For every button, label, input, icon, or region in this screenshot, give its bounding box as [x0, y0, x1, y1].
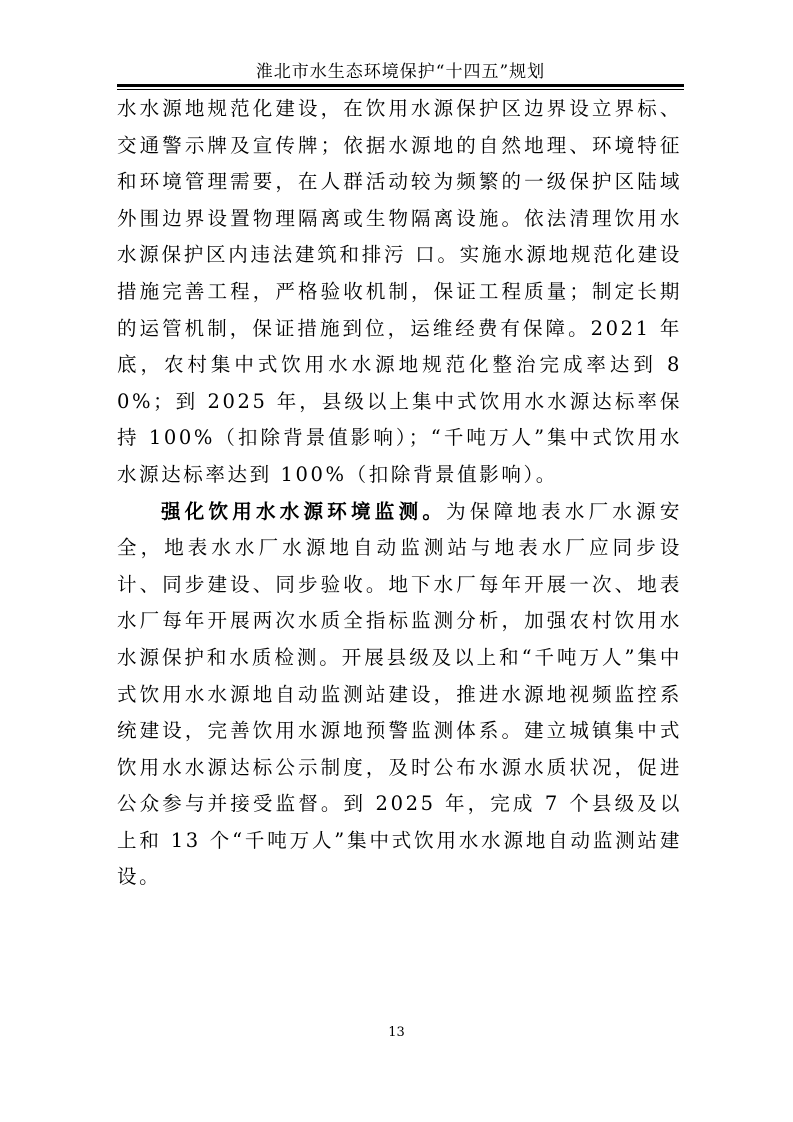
- paragraph-lead-heading: 强化饮用水水源环境监测。: [161, 499, 447, 523]
- paragraph-text: 水水源地规范化建设，在饮用水源保护区边界设立界标、交通警示牌及宣传牌；依据水源地的自然地理、环境特征和环境管理需要，在人群活动较为频繁的一级保护区陆域外围边界设置物理隔离或生物隔离设施。依法清理饮用水水源保护区内违法建筑和排污 口。实施水源地规范化建设措施完善工程，严格验收机制，保证工程质量；制定长期的运管机制，保证措施到位，运维经费有保障。2021 年底，农村集中式饮用水水源地规范化整治完成率达到 80%；到 2025 年，县级以上集中式饮用水水源达标率保持 100%（扣除背景值影响）；“千吨万人”集中式饮用水水源达标率达到 100%（扣除背景值影响）。: [117, 97, 682, 486]
- header-rule-thick: [117, 84, 684, 87]
- document-body: [117, 91, 682, 896]
- page-number: 13: [388, 1025, 405, 1040]
- page-header-title: 淮北市水生态环境保护“十四五”规划: [255, 62, 546, 82]
- paragraph-text: 为保障地表水厂水源安全，地表水水厂水源地自动监测站与地表水厂应同步设计、同步建设、同步验收。地下水厂每年开展一次、地表水厂每年开展两次水质全指标监测分析，加强农村饮用水水源保护和水质检测。开展县级及以上和“千吨万人”集中式饮用水水源地自动监测站建设，推进水源地视频监控系统建设，完善饮用水源地预警监测体系。建立城镇集中式饮用水水源达标公示制度，及时公布水源水质状况，促进公众参与并接受监督。到 2025 年，完成 7 个县级及以上和 13 个“千吨万人”集中式饮用水水源地自动监测站建设。: [117, 499, 682, 889]
- paragraph-water-source-standardization: [117, 91, 682, 494]
- header-rule-thin: [117, 89, 684, 90]
- paragraph-water-source-monitoring: [117, 494, 682, 897]
